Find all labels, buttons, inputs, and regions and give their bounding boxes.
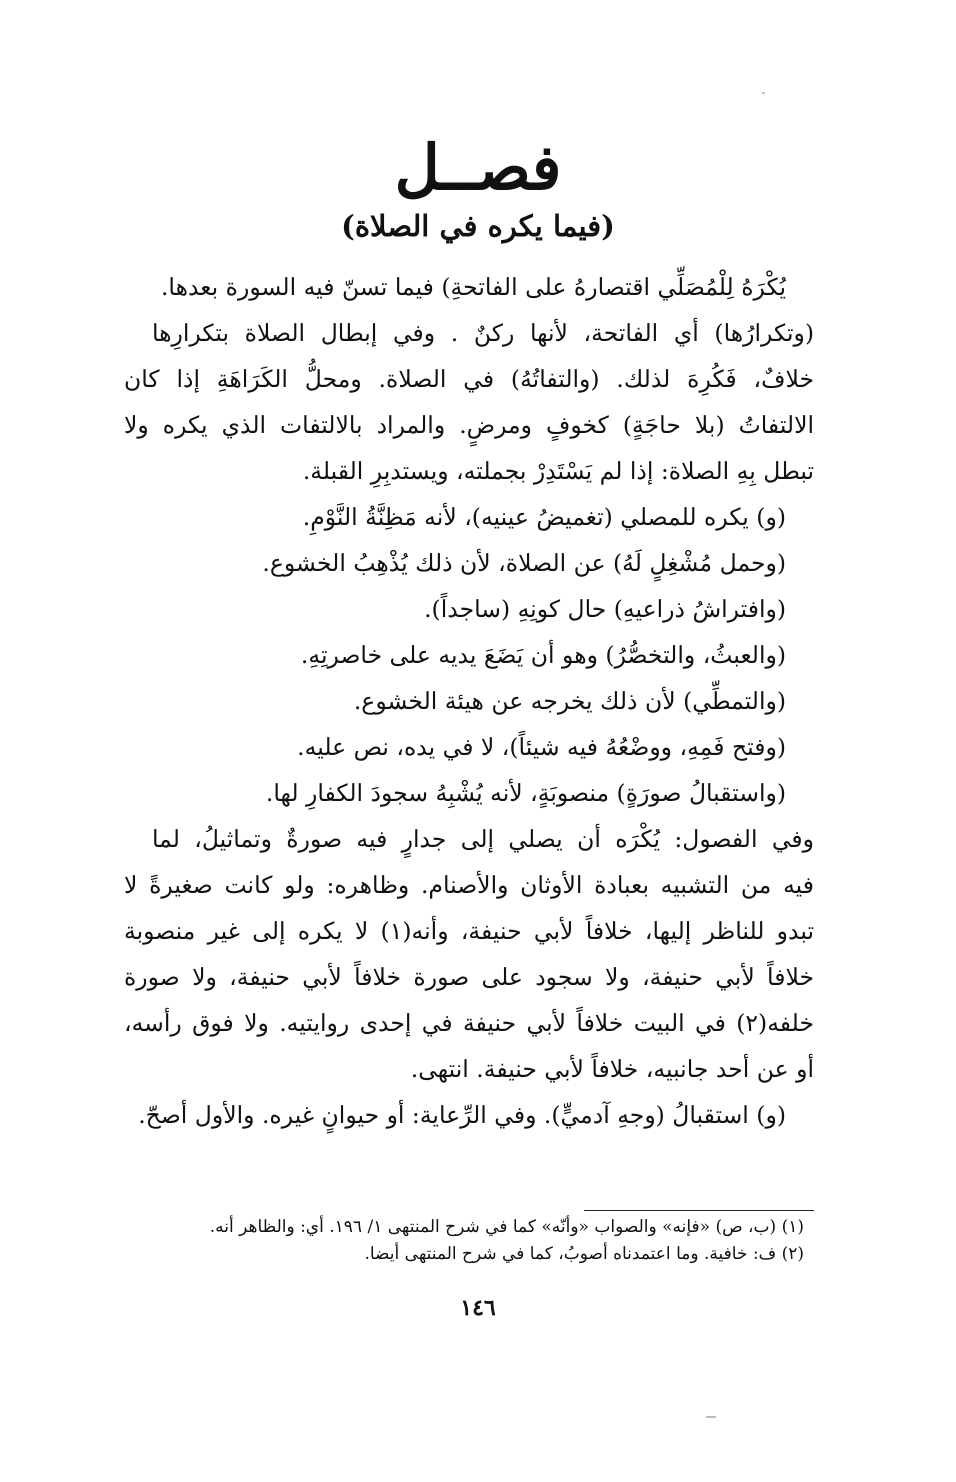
text-line: (والعبثُ، والتخصُّرُ) وهو أن يَضَعَ يديه على خاصرتِهِ.	[300, 641, 786, 669]
text-line: (والتمطِّي) لأن ذلك يخرجه عن هيئة الخشوع.	[353, 687, 786, 715]
text-line: أو عن أحد جانبيه، خلافاً لأبي حنيفة. انتهى.	[410, 1055, 814, 1083]
text-line: الالتفاتُ (بلا حاجَةٍ) كخوفٍ ومرضٍ. والمراد بالالتفات الذي يكره ولا	[124, 411, 814, 439]
text-line: خلافاً لأبي حنيفة، ولا سجود على صورة خلافاً لأبي حنيفة، ولا صورة	[124, 963, 814, 991]
text-line: خلافٌ، فَكُرِهَ لذلك. (والتفاتُهُ) في الصلاة. ومحلُّ الكَرَاهَةِ إذا كان	[124, 365, 814, 393]
text-line: (وحمل مُشْغِلٍ لَهُ) عن الصلاة، لأن ذلك يُذْهِبُ الخشوع.	[262, 549, 786, 577]
scan-speck	[762, 92, 765, 94]
text-line: تبطل بِهِ الصلاة: إذا لم يَسْتَدِرْ بجملته، ويستدبِرِ القبلة.	[302, 457, 814, 485]
text-line: (وتكرارُها) أي الفاتحة، لأنها ركنٌ . وفي إبطال الصلاة بتكرارِها	[152, 319, 814, 347]
text-line: (وافتراشُ ذراعيهِ) حال كونِهِ (ساجداً).	[424, 595, 786, 623]
ornamental-heading: فصــل	[394, 131, 562, 204]
footnote-1: (١) (ب، ص) «فإنه» والصواب «وأنّه» كما في شرح المنتهى ١/ ١٩٦. أي: والظاهر أنه.	[209, 1217, 804, 1237]
text-line: فيه من التشبيه بعبادة الأوثان والأصنام. وظاهره: ولو كانت صغيرةً لا	[124, 871, 814, 899]
text-line: خلفه(٢) في البيت خلافاً لأبي حنيفة في إحدى روايتيه. ولا فوق رأسه،	[124, 1009, 814, 1037]
text-line: (و) يكره للمصلي (تغميضُ عينيه)، لأنه مَظِنَّةُ النَّوْمِ.	[302, 503, 786, 531]
text-line: وفي الفصول: يُكْرَه أن يصلي إلى جدارٍ فيه صورةٌ وتماثيلُ، لما	[152, 825, 814, 853]
text-line: (و) استقبالُ (وجهِ آدميٍّ). وفي الرِّعاية: أو حيوانٍ غيره. والأول أصحّ.	[138, 1101, 786, 1129]
scan-speck	[706, 1416, 716, 1418]
text-line: يُكْرَهُ لِلْمُصَلِّي اقتصارهُ على الفاتحةِ) فيما تسنّ فيه السورة بعدها.	[160, 273, 786, 301]
page-number: ١٤٦	[460, 1295, 496, 1321]
text-line: تبدو للناظر إليها، خلافاً لأبي حنيفة، وأنه(١) لا يكره إلى غير منصوبة	[124, 917, 814, 945]
text-line: (واستقبالُ صورَةٍ) منصوبَةٍ، لأنه يُشْبِهُ سجودَ الكفارِ لها.	[265, 779, 786, 807]
section-title: (فيما يكره في الصلاة)	[341, 209, 615, 243]
text-line: (وفتح فَمِهِ، ووضْعُهُ فيه شيئاً)، لا في يده، نص عليه.	[297, 733, 786, 761]
footnote-2: (٢) ف: خافية. وما اعتمدناه أصوبُ، كما في شرح المنتهى أيضا.	[364, 1244, 804, 1264]
footnote-divider	[584, 1210, 814, 1211]
